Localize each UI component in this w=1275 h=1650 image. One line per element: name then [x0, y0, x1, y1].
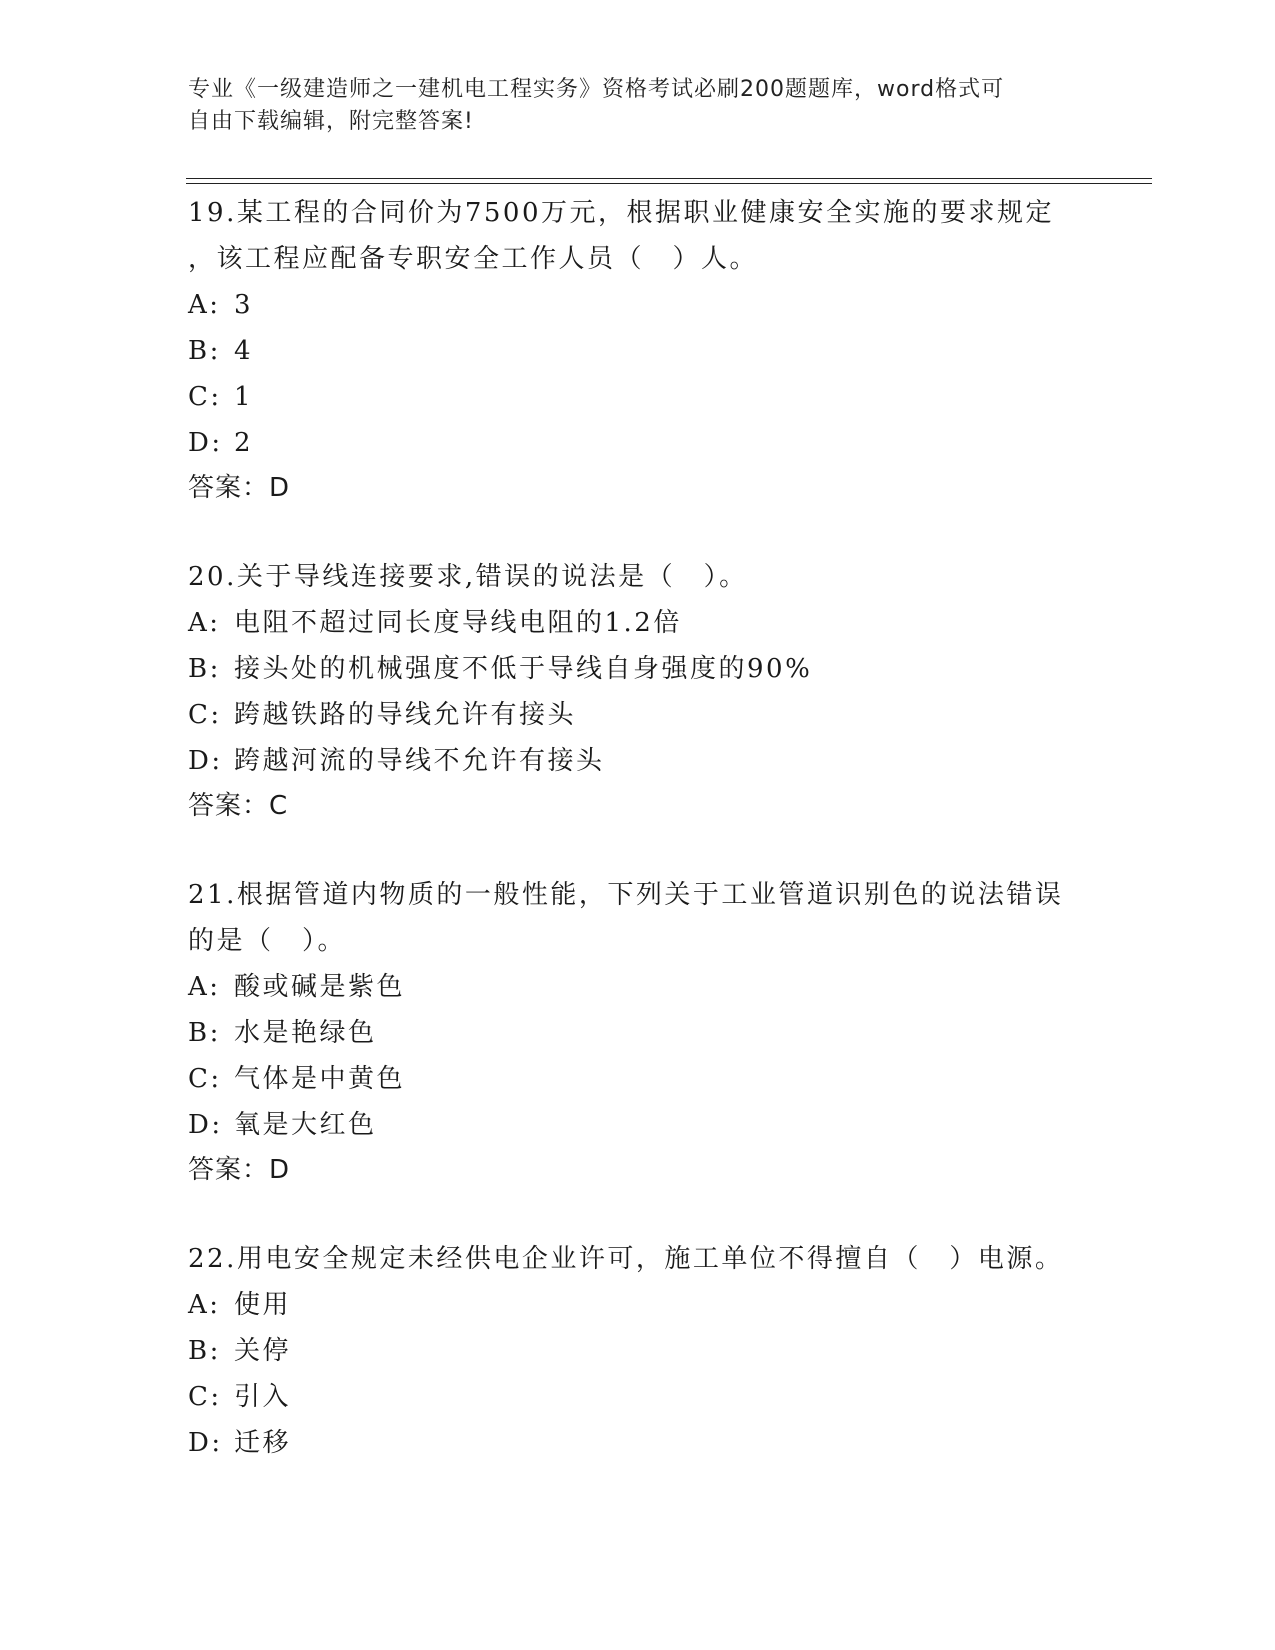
question-21 [188, 872, 1088, 1192]
option-list [188, 964, 1088, 1148]
stem-line: 19.某工程的合同价为7500万元，根据职业健康安全实施的要求规定 [188, 198, 1055, 228]
header-divider-top [186, 178, 1152, 179]
question-stem [188, 190, 1088, 282]
option-letter: B: [188, 1018, 221, 1048]
option-letter: A: [188, 1290, 221, 1320]
answer-line: 答案：D [188, 473, 291, 503]
option-a [188, 964, 1088, 1010]
option-b [188, 328, 1088, 374]
stem-line: 的是（ ）。 [188, 926, 347, 956]
option-text: 关停 [234, 1336, 292, 1366]
option-letter: D: [188, 1428, 223, 1458]
option-c [188, 374, 1088, 420]
stem-line: 20.关于导线连接要求,错误的说法是（ ）。 [188, 562, 748, 592]
answer-line: 答案：D [188, 1155, 291, 1185]
option-a [188, 600, 1088, 646]
option-text: 跨越铁路的导线允许有接头 [234, 700, 577, 730]
option-letter: C: [188, 700, 222, 730]
option-text: 气体是中黄色 [234, 1064, 406, 1094]
question-22 [188, 1236, 1088, 1466]
option-text: 跨越河流的导线不允许有接头 [234, 746, 605, 776]
option-text: 2 [234, 428, 254, 458]
option-letter: D: [188, 746, 223, 776]
option-list [188, 600, 1088, 784]
option-letter: A: [188, 608, 221, 638]
header-line-2: 自由下载编辑，附完整答案! [188, 109, 474, 134]
option-d [188, 420, 1088, 466]
option-letter: B: [188, 654, 221, 684]
option-text: 电阻不超过同长度导线电阻的1.2倍 [234, 608, 682, 638]
option-c [188, 1374, 1088, 1420]
option-b [188, 1010, 1088, 1056]
question-20 [188, 554, 1088, 828]
option-c [188, 1056, 1088, 1102]
option-b [188, 646, 1088, 692]
option-letter: C: [188, 1382, 222, 1412]
option-text: 引入 [234, 1382, 292, 1412]
option-text: 氧是大红色 [234, 1110, 377, 1140]
option-text: 水是艳绿色 [234, 1018, 377, 1048]
option-letter: A: [188, 972, 221, 1002]
option-letter: D: [188, 428, 223, 458]
option-list [188, 282, 1088, 466]
option-text: 4 [234, 336, 254, 366]
option-letter: B: [188, 336, 221, 366]
stem-line: ，该工程应配备专职安全工作人员（ ）人。 [188, 244, 759, 274]
option-text: 使用 [234, 1290, 292, 1320]
option-text: 接头处的机械强度不低于导线自身强度的90% [234, 654, 813, 684]
option-letter: C: [188, 1064, 222, 1094]
option-a [188, 1282, 1088, 1328]
option-text: 迁移 [234, 1428, 292, 1458]
question-19 [188, 190, 1088, 510]
option-text: 1 [234, 382, 254, 412]
option-d [188, 738, 1088, 784]
header-divider-bottom [186, 183, 1152, 184]
option-c [188, 692, 1088, 738]
question-stem [188, 1236, 1088, 1282]
option-letter: A: [188, 290, 221, 320]
option-letter: D: [188, 1110, 223, 1140]
option-a [188, 282, 1088, 328]
answer-line: 答案：C [188, 791, 289, 821]
question-stem [188, 872, 1088, 964]
option-text: 酸或碱是紫色 [234, 972, 406, 1002]
question-list [188, 190, 1088, 1466]
option-letter: C: [188, 382, 222, 412]
document-header [188, 74, 1088, 138]
stem-line: 22.用电安全规定未经供电企业许可，施工单位不得擅自（ ）电源。 [188, 1244, 1064, 1274]
option-b [188, 1328, 1088, 1374]
option-letter: B: [188, 1336, 221, 1366]
question-stem [188, 554, 1088, 600]
header-line-1: 专业《一级建造师之一建机电工程实务》资格考试必刷200题题库，word格式可 [188, 77, 1005, 102]
option-d [188, 1102, 1088, 1148]
option-d [188, 1420, 1088, 1466]
option-text: 3 [234, 290, 254, 320]
option-list [188, 1282, 1088, 1466]
stem-line: 21.根据管道内物质的一般性能，下列关于工业管道识别色的说法错误 [188, 880, 1064, 910]
